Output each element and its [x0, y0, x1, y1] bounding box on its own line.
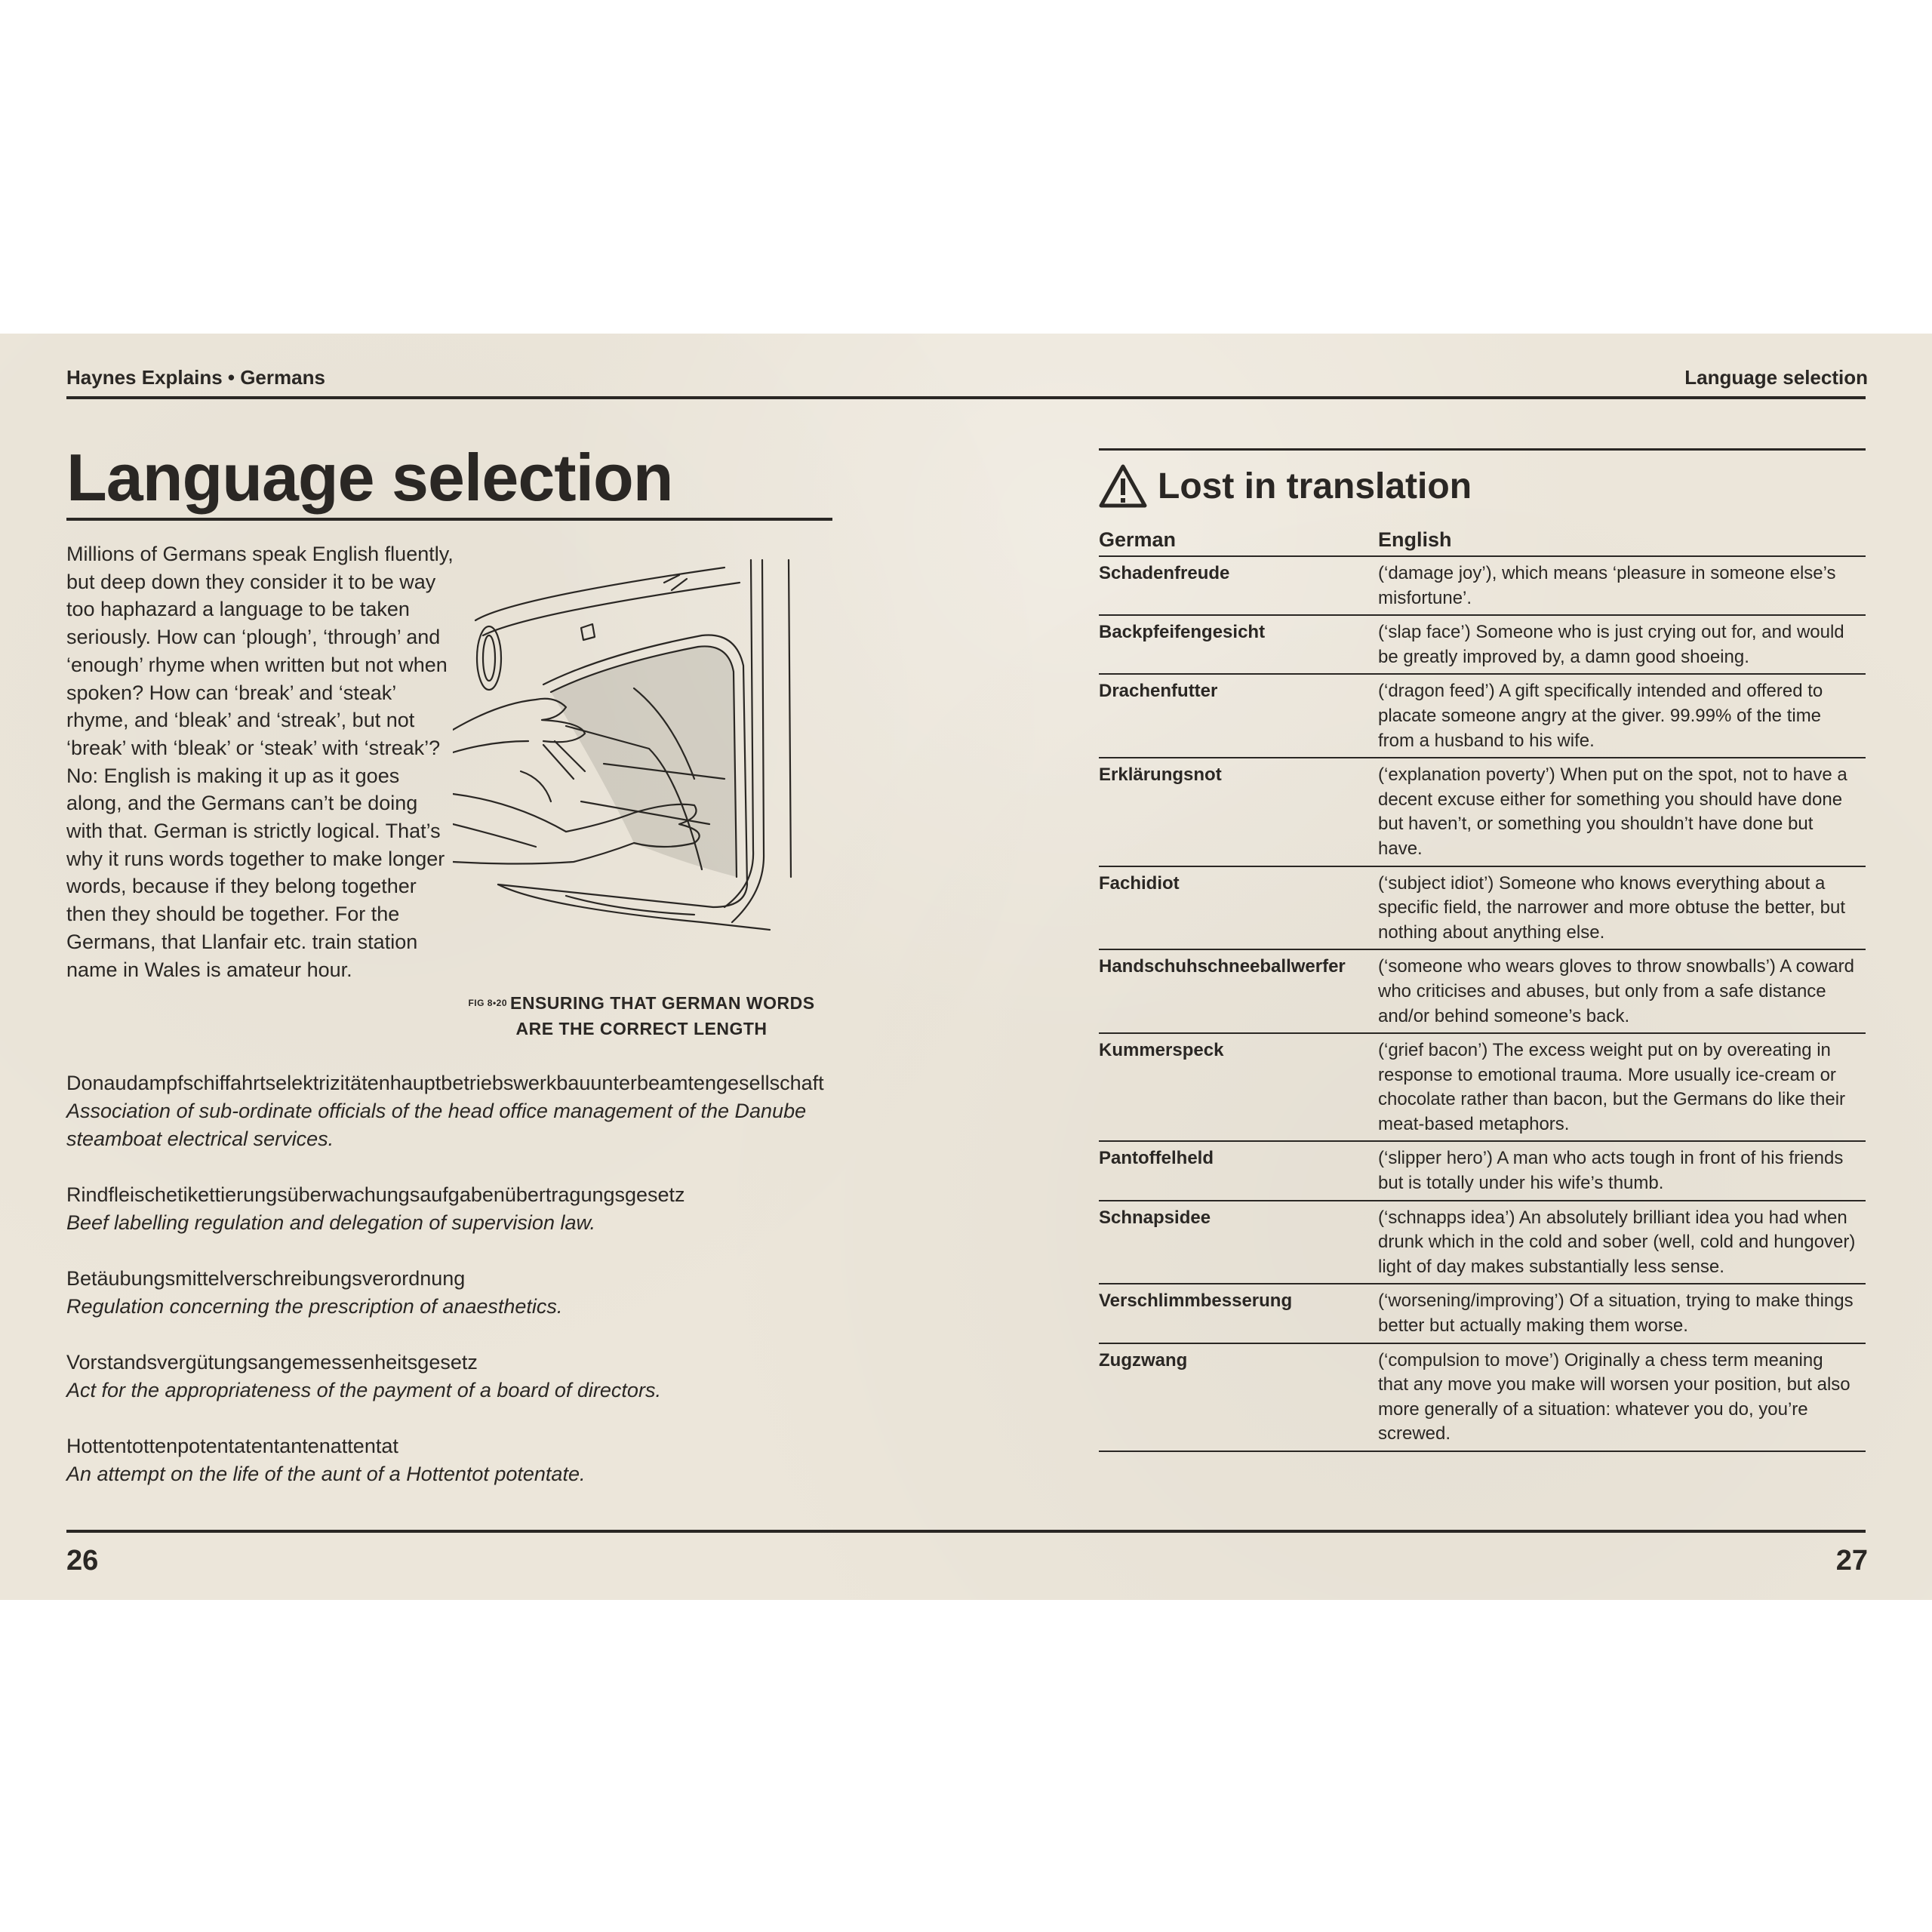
table-row: [1099, 1201, 1866, 1285]
word-entry: [66, 1349, 897, 1404]
page-number-right: 27: [1835, 1545, 1868, 1577]
table-row: [1099, 1344, 1866, 1452]
row-german: Fachidiot: [1099, 872, 1180, 894]
figure-caption-line-2: ARE THE CORRECT LENGTH: [515, 1019, 768, 1038]
row-german: Zugzwang: [1099, 1349, 1188, 1371]
row-english: (‘schnapps idea’) An absolutely brilliant idea you had when drunk which in the cold and sober (well, cold and hungover) light of day makes substantially less sense.: [1378, 1207, 1856, 1277]
car-door-illustration: [453, 552, 845, 937]
row-english: (‘damage joy’), which means ‘pleasure in someone else’s misfortune’.: [1378, 563, 1836, 608]
intro-paragraph: Millions of Germans speak English fluently, but deep down they consider it to be way too haphazard a language to be taken seriously. How can ‘plough’, ‘through’ and ‘enough’ rhyme when written but not when spoken? How can ‘break’ and ‘steak’ rhyme, and ‘bleak’ and ‘streak’, but not ‘break’ with ‘bleak’ or ‘steak’ with ‘streak’? No: English is making it up as it goes along, and the Germans can’t be doing with that. German is strictly logical. That’s why it runs words together to make longer words, because if they belong together then they should be together. For the Germans, that Llanfair etc. train station name in Wales is amateur hour.: [66, 543, 454, 981]
word-english: Act for the appropriateness of the payment of a board of directors.: [66, 1379, 661, 1401]
word-english: Association of sub-ordinate officials of the head office management of the Danube steamboat electrical services.: [66, 1100, 807, 1150]
row-english: (‘grief bacon’) The excess weight put on by overeating in response to emotional trauma. More usually ice-cream or chocolate rather than bacon, but the Germans do like their meat-based metaphors.: [1378, 1040, 1846, 1134]
row-english: (‘worsening/improving’) Of a situation, trying to make things better but actually making them worse.: [1378, 1291, 1854, 1337]
table-row: [1099, 557, 1866, 616]
row-english: (‘slap face’) Someone who is just crying out for, and would be greatly improved by, a damn good shoeing.: [1378, 622, 1844, 667]
footer-rule: [66, 1530, 1866, 1533]
row-german: Drachenfutter: [1099, 681, 1218, 702]
word-entry: [66, 1181, 897, 1237]
row-english: (‘someone who wears gloves to throw snowballs’) A coward who criticises and abuses, but only from a safe distance and/or behind someone’s back.: [1378, 956, 1854, 1026]
table-row: [1099, 616, 1866, 675]
table-row: [1099, 758, 1866, 866]
word-german: Rindfleischetikettierungsüberwachungsaufgabenübertragungsgesetz: [66, 1183, 685, 1206]
row-german: Schnapsidee: [1099, 1207, 1211, 1228]
word-english: Regulation concerning the prescription of anaesthetics.: [66, 1295, 563, 1318]
figure-caption-line-1: ENSURING THAT GERMAN WORDS: [510, 993, 815, 1013]
page-number-left: 26: [66, 1545, 99, 1577]
row-english: (‘subject idiot’) Someone who knows everything about a specific field, the narrower and more obtuse the better, but nothing about anything else.: [1378, 872, 1846, 943]
header-rule: [66, 396, 1866, 399]
row-german: Pantoffelheld: [1099, 1148, 1214, 1169]
table-row: [1099, 867, 1866, 951]
row-german: Verschlimmbesserung: [1099, 1291, 1293, 1312]
running-head-right: Language selection: [1684, 366, 1868, 389]
table-row: [1099, 675, 1866, 758]
warning-triangle-icon: [1099, 463, 1147, 509]
box-title: [1099, 462, 1472, 510]
box-top-rule: [1099, 448, 1866, 451]
table-row: [1099, 1034, 1866, 1142]
word-german: Donaudampfschiffahrtselektrizitätenhauptbetriebswerkbauunterbeamtengesellschaft: [66, 1072, 824, 1094]
word-entry: [66, 1432, 897, 1488]
row-german: Kummerspeck: [1099, 1040, 1224, 1061]
row-english: (‘slipper hero’) A man who acts tough in front of his friends but is totally under his wife’s thumb.: [1378, 1148, 1844, 1194]
page-title: Language selection: [66, 440, 673, 515]
word-german: Hottentottenpotentatentantenattentat: [66, 1435, 398, 1457]
word-english: An attempt on the life of the aunt of a Hottentot potentate.: [66, 1463, 586, 1485]
row-german: Handschuhschneeballwerfer: [1099, 956, 1346, 977]
word-entry: [66, 1265, 897, 1321]
word-entry: [66, 1069, 897, 1153]
title-rule: [66, 518, 832, 521]
row-german: Erklärungsnot: [1099, 764, 1222, 786]
row-english: (‘compulsion to move’) Originally a chess term meaning that any move you make will worsen your position, but also more generally of a situation: whatever you do, you’re screwed.: [1378, 1349, 1850, 1444]
table-header: [1099, 524, 1866, 557]
word-german: Vorstandsvergütungsangemessenheitsgesetz: [66, 1351, 478, 1374]
translation-table: [1099, 524, 1866, 1452]
header-english: English: [1378, 528, 1452, 551]
row-german: Schadenfreude: [1099, 563, 1230, 583]
figure-label: FIG 8•20: [468, 998, 507, 1008]
word-english: Beef labelling regulation and delegation of supervision law.: [66, 1211, 595, 1234]
header-german: German: [1099, 528, 1177, 551]
row-english: (‘dragon feed’) A gift specifically intended and offered to placate someone angry at the giver. 99.99% of the time from a husband to his wife.: [1378, 681, 1823, 751]
table-row: [1099, 1284, 1866, 1343]
running-head-left: Haynes Explains • Germans: [66, 366, 325, 389]
word-german: Betäubungsmittelverschreibungsverordnung: [66, 1267, 466, 1290]
table-row: [1099, 950, 1866, 1034]
row-english: (‘explanation poverty’) When put on the spot, not to have a decent excuse either for something you should have done but haven’t, or something you shouldn’t have done but have.: [1378, 764, 1847, 859]
book-spread: [0, 334, 1932, 1600]
table-row: [1099, 1142, 1866, 1201]
figure-caption: [460, 990, 823, 1041]
box-title-text: Lost in translation: [1158, 466, 1472, 506]
row-german: Backpfeifengesicht: [1099, 622, 1266, 643]
